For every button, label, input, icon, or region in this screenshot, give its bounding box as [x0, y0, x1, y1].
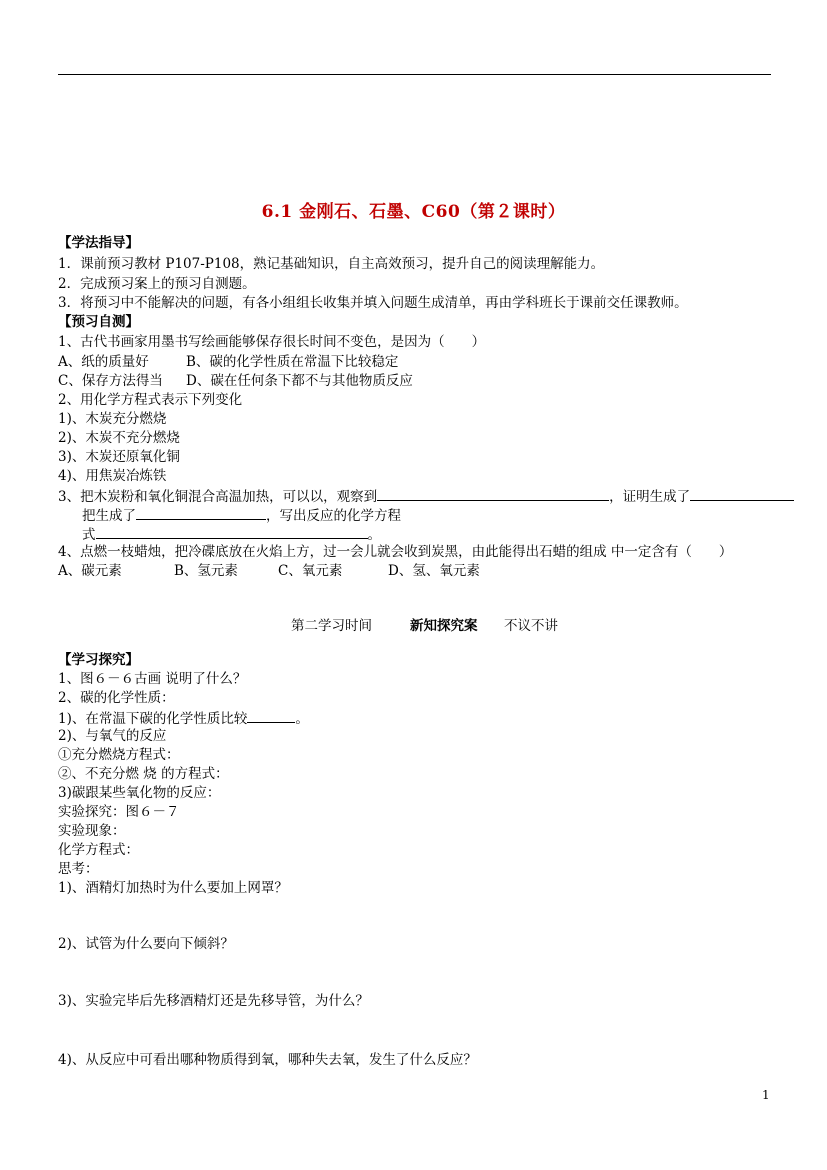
header-rule [58, 74, 771, 75]
explore-text: 1)、在常温下碳的化学性质比较 [58, 711, 248, 727]
answer-blank[interactable] [96, 524, 368, 539]
question-2-item: 2)、木炭不充分燃烧 [58, 430, 180, 446]
question-1-options-ab [58, 353, 398, 372]
question-3-line-1 [58, 486, 794, 507]
explore-line: 2、碳的化学性质： [58, 690, 175, 706]
guide-item-1: 1．课前预习教材 P107-P108，熟记基础知识，自主高效预习，提升自己的阅读理解能力。 [58, 256, 605, 272]
explore-line: 实验探究：图６－７ [58, 804, 180, 820]
guide-item-2: 2．完成预习案上的预习自测题。 [58, 276, 256, 292]
answer-blank[interactable] [690, 486, 794, 501]
option-d: D、碳在任何条下都不与其他物质反应 [186, 373, 413, 389]
option-c: C、保存方法得当 [58, 373, 163, 389]
think-question-1: 1)、酒精灯加热时为什么要加上网罩？ [58, 880, 288, 896]
explore-period: 。 [295, 711, 309, 727]
think-question-2: 2)、试管为什么要向下倾斜？ [58, 936, 234, 952]
question-3-line-2 [82, 505, 401, 526]
think-question-3: 3)、实验完毕后先移酒精灯还是先移导管，为什么？ [58, 993, 369, 1009]
question-3-text-c: 把生成了 [82, 508, 136, 524]
explore-line: 1、图６－６古画 说明了什么？ [58, 671, 247, 687]
guide-heading: 【学法指导】 [58, 235, 139, 251]
question-2-item: 4)、用焦炭冶炼铁 [58, 468, 167, 484]
question-2: 2、用化学方程式表示下列变化 [58, 392, 243, 408]
option-c: C、氧元素 [278, 563, 343, 579]
answer-blank[interactable] [377, 486, 609, 501]
option-b: B、碳的化学性质在常温下比较稳定 [186, 354, 399, 370]
second-session-label: 第二学习时间 [291, 618, 372, 634]
page-number: 1 [762, 1088, 770, 1102]
explore-line: ②、不充分燃 烧 的方程式： [58, 766, 229, 782]
second-session-title: 新知探究案 [410, 618, 478, 634]
explore-line: 2)、与氧气的反应 [58, 728, 167, 744]
explore-line: ①充分燃烧方程式： [58, 747, 180, 763]
explore-line: 3)碳跟某些氧化物的反应： [58, 785, 221, 801]
option-d: D、氢、氧元素 [388, 563, 480, 579]
option-a: A、碳元素 [58, 563, 122, 579]
question-4-options [58, 562, 480, 581]
question-1-options-cd [58, 372, 413, 391]
answer-blank[interactable] [247, 708, 295, 723]
question-2-item: 1)、木炭充分燃烧 [58, 411, 167, 427]
second-session-note: 不议不讲 [504, 618, 558, 634]
preview-heading: 【预习自测】 [58, 314, 139, 330]
think-question-4: 4)、从反应中可看出哪种物质得到氧，哪种失去氧，发生了什么反应？ [58, 1052, 477, 1068]
guide-item-3: 3．将预习中不能解决的问题，有各小组组长收集并填入问题生成清单，再由学科班长于课前交任课教师。 [58, 295, 688, 311]
question-3-text-f: 。 [367, 527, 381, 543]
page-title: 6.1 金刚石、石墨、C60（第２课时） [261, 202, 566, 222]
question-3-text-e: 式 [82, 527, 96, 543]
question-3-text-b: ，证明生成了 [609, 489, 691, 505]
explore-line: 实验现象： [58, 823, 126, 839]
option-b: B、氢元素 [174, 563, 238, 579]
question-2-item: 3)、木炭还原氧化铜 [58, 449, 180, 465]
option-a: A、纸的质量好 [58, 354, 149, 370]
explore-line-with-blank [58, 708, 309, 729]
explore-line: 思考： [58, 861, 99, 877]
question-3-line-3 [82, 524, 381, 545]
explore-heading: 【学习探究】 [58, 652, 139, 668]
question-4: 4、点燃一枝蜡烛，把冷碟底放在火焰上方，过一会儿就会收到炭黑，由此能得出石蜡的组成 中一定含有（ ） [58, 544, 733, 560]
answer-blank[interactable] [136, 505, 266, 520]
question-3-text-a: 3、把木炭粉和氧化铜混合高温加热，可以以，观察到 [58, 489, 378, 505]
question-3-text-d: ，写出反应的化学方程 [266, 508, 401, 524]
explore-line: 化学方程式： [58, 842, 139, 858]
question-1: 1、古代书画家用墨书写绘画能够保存很长时间不变色，是因为（ ） [58, 334, 486, 350]
